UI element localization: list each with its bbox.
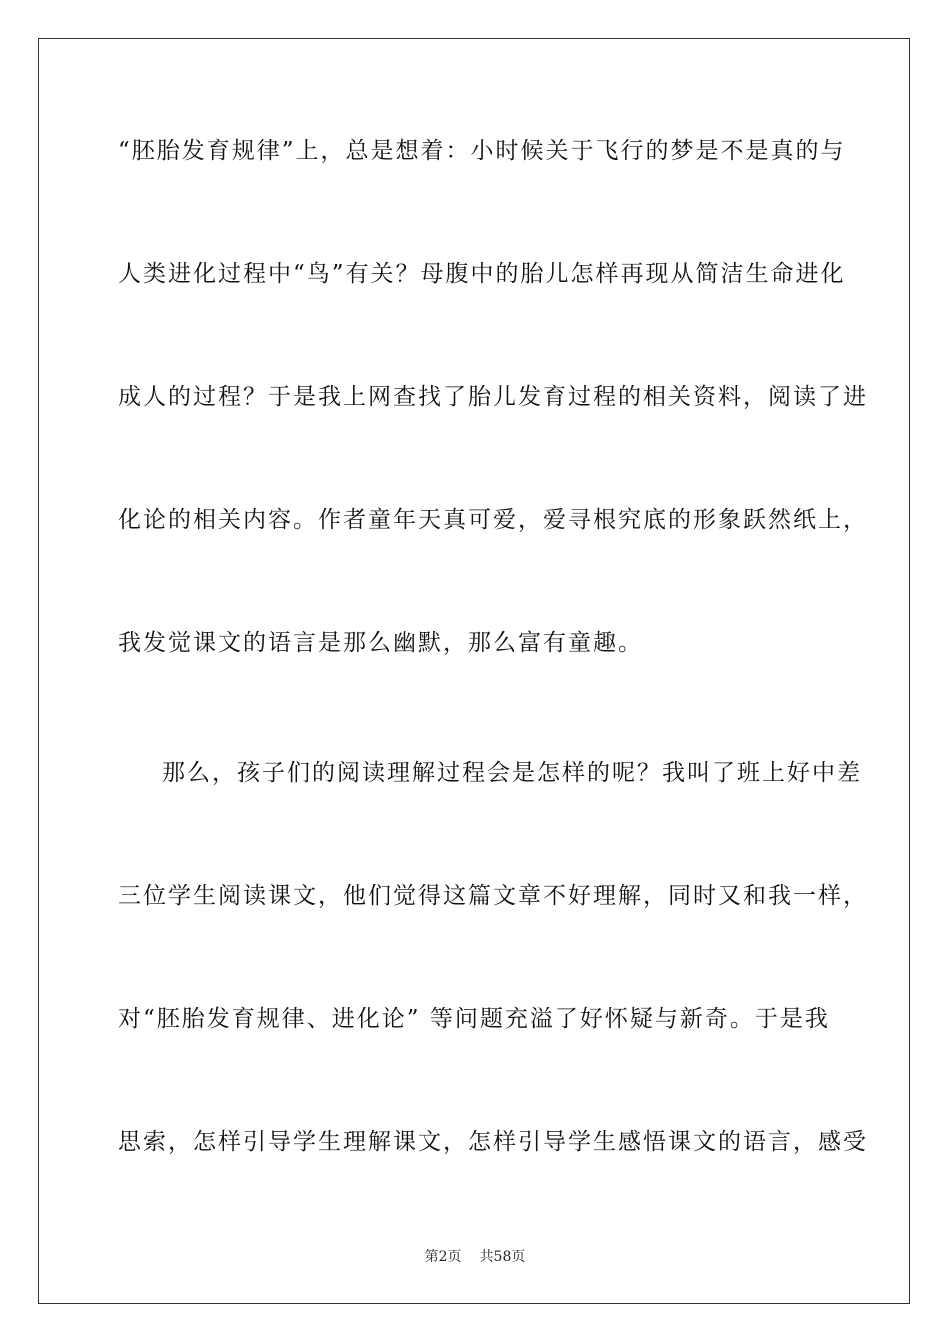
body-text-line: 三位学生阅读课文，他们觉得这篇文章不好理解，同时又和我一样， [118,883,868,909]
body-text-line: 对“胚胎发育规律、进化论” 等问题充溢了好怀疑与新奇。于是我 [118,1006,830,1032]
body-text-line: 化论的相关内容。作者童年天真可爱，爱寻根究底的形象跃然纸上， [118,507,868,533]
page-footer [0,1248,950,1266]
body-text-line: 成人的过程？于是我上网查找了胎儿发育过程的相关资料，阅读了进 [118,384,868,410]
page-border [38,38,910,1304]
body-text-line: 思索，怎样引导学生理解课文，怎样引导学生感悟课文的语言，感受 [118,1129,868,1155]
page-total: 共58页 [479,1249,526,1265]
body-text-line: 人类进化过程中“鸟”有关？母腹中的胎儿怎样再现从简洁生命进化 [118,261,846,287]
page-number: 第2页 [424,1249,462,1265]
paragraph-first-line: 那么，孩子们的阅读理解过程会是怎样的呢？我叫了班上好中差 [162,760,862,786]
body-text-line: “胚胎发育规律”上，总是想着：小时候关于飞行的梦是不是真的与 [118,138,846,164]
body-text-line: 我发觉课文的语言是那么幽默，那么富有童趣。 [118,630,643,656]
